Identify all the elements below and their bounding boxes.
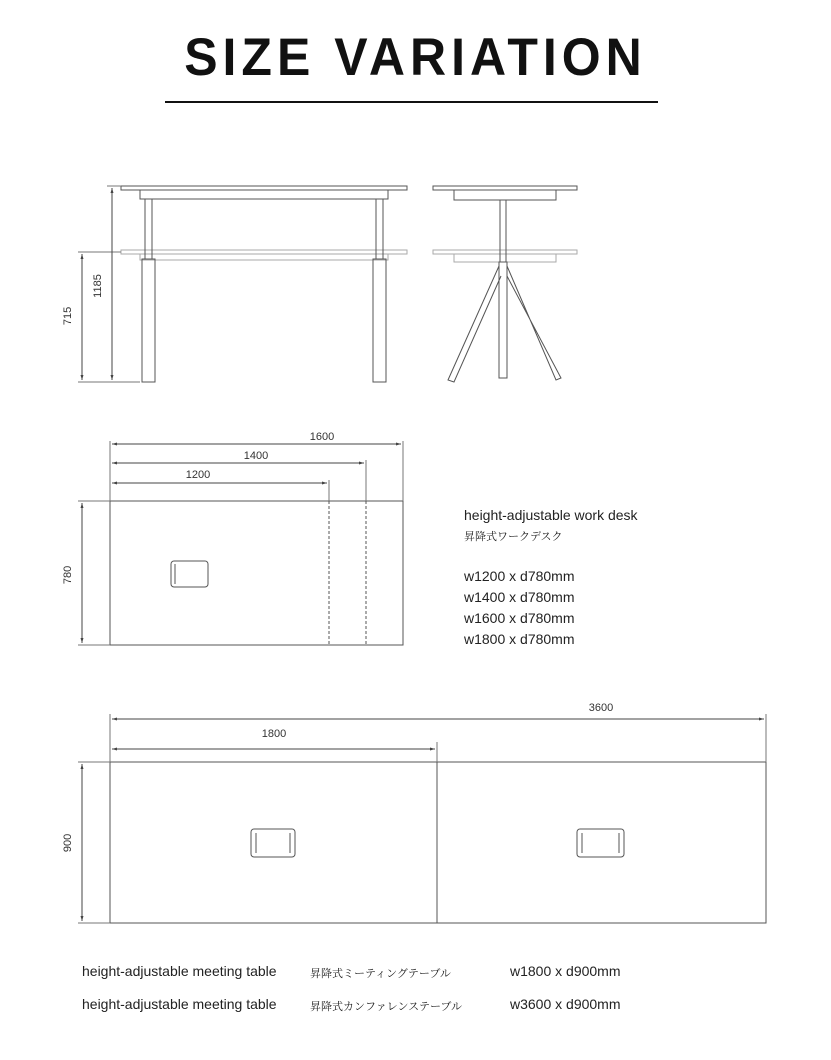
table-grommet-left [251, 829, 295, 857]
table-plan [78, 714, 766, 923]
dim-label-1600: 1600 [309, 431, 335, 443]
leg-left-lower [142, 259, 155, 382]
table-name-jp: 昇降式ミーティングテーブル [310, 968, 451, 980]
table-size: w1800 x d900mm [510, 963, 621, 979]
dim-label-3600: 3600 [588, 702, 614, 714]
desk-product-name-jp: 昇降式ワークデスク [464, 531, 563, 543]
dim-label-1800: 1800 [261, 728, 287, 740]
dim-label-1400: 1400 [243, 450, 269, 462]
desk-plan [78, 441, 403, 645]
table-name: height-adjustable meeting table [82, 996, 277, 1012]
side-column-lower [499, 262, 507, 378]
desk-size-1800: w1800 x d780mm [464, 631, 575, 647]
front-elevation [78, 186, 407, 382]
desktop-top-raised [121, 186, 407, 190]
side-elevation [433, 186, 577, 382]
page-title: SIZE VARIATION [184, 27, 647, 87]
desk-size-1400: w1400 x d780mm [464, 589, 575, 605]
desk-product-name: height-adjustable work desk [464, 507, 638, 523]
desk-grommet [171, 561, 208, 587]
dim-label-1185: 1185 [92, 274, 104, 298]
table-name-jp: 昇降式カンファレンステーブル [310, 1001, 462, 1013]
dim-label-900: 900 [62, 833, 74, 853]
side-leg-right [507, 266, 561, 380]
desk-apron [140, 190, 388, 199]
leg-right-lower [373, 259, 386, 382]
desk-size-1200: w1200 x d780mm [464, 568, 575, 584]
desk-plan-outline [110, 501, 403, 645]
table-name: height-adjustable meeting table [82, 963, 277, 979]
dim-label-715: 715 [62, 306, 74, 326]
desk-size-1600: w1600 x d780mm [464, 610, 575, 626]
table-grommet-right [577, 829, 624, 857]
desktop-top-lowered [121, 250, 407, 254]
table-size: w3600 x d900mm [510, 996, 621, 1012]
dim-label-1200: 1200 [185, 469, 211, 481]
side-leg-left [448, 266, 501, 382]
side-top-raised [433, 186, 577, 190]
table-plan-outline [110, 762, 766, 923]
side-apron [454, 190, 556, 200]
dim-label-780: 780 [62, 565, 74, 585]
side-column-upper [500, 200, 506, 262]
